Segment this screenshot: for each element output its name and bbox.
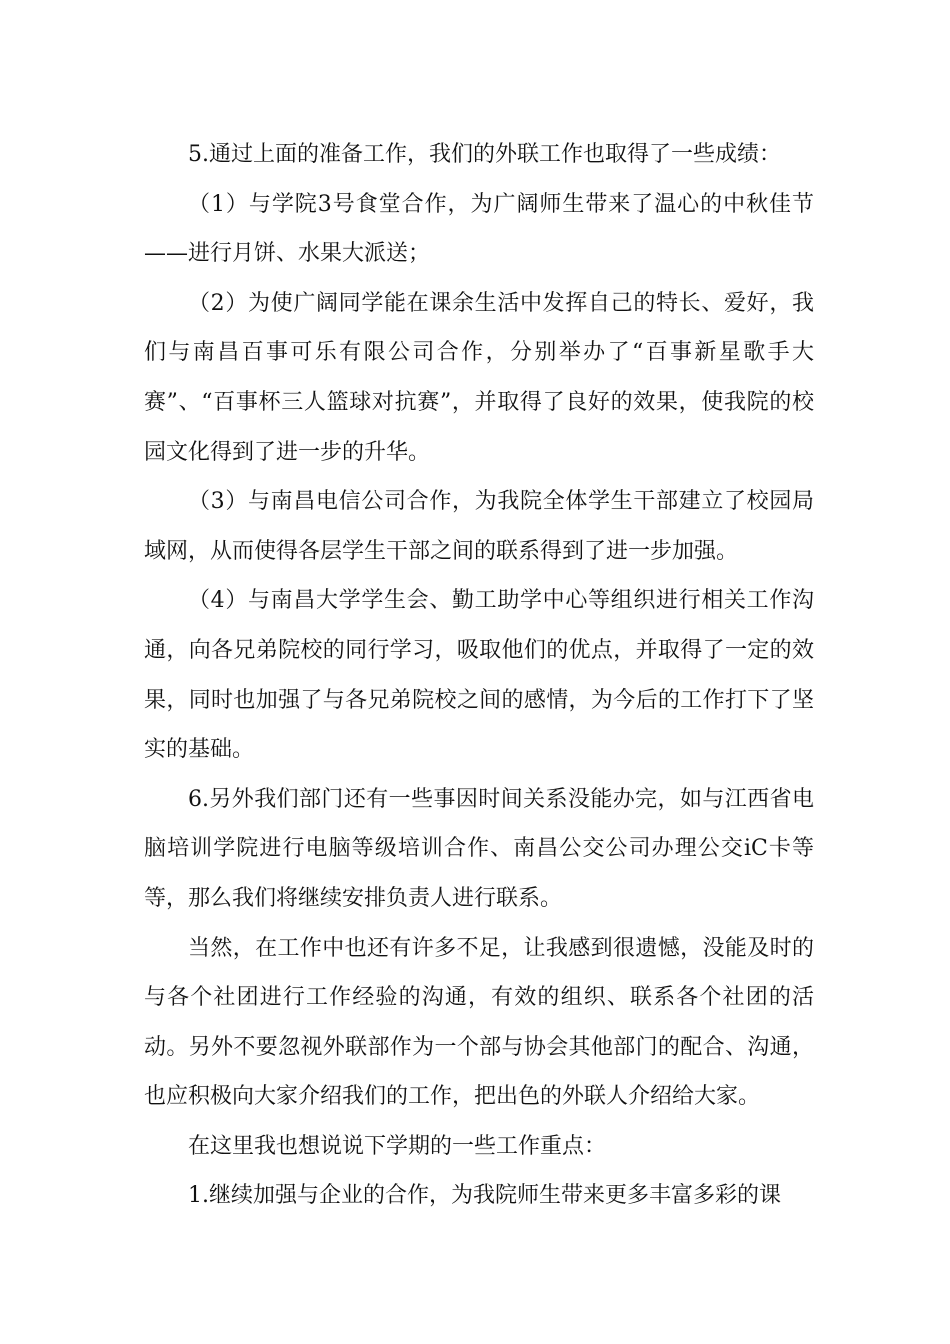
paragraph-shortcomings: 当然，在工作中也还有许多不足，让我感到很遗憾，没能及时的与各个社团进行工作经验的沟通，有效的组织、联系各个社团的活动。另外不要忽视外联部作为一个部与协会其他部门的配合、沟通，也应积极向大家介绍我们的工作，把出色的外联人介绍给大家。 <box>144 935 814 1110</box>
paragraph-next-term-intro: 在这里我也想说说下学期的一些工作重点： <box>188 1133 607 1159</box>
paragraph-item-2-pepsi: （2）为使广阔同学能在课余生活中发挥自己的特长、爱好，我们与南昌百事可乐有限公司合作，分别举办了“百事新星歌手大赛”、“百事杯三人篮球对抗赛”，并取得了良好的效果，使我院的校园文化得到了进一步的升华。 <box>144 290 814 465</box>
paragraph-next-term-item-1: 1.继续加强与企业的合作，为我院师生带来更多丰富多彩的课 <box>188 1183 781 1209</box>
paragraph-item-4-university: （4）与南昌大学学生会、勤工助学中心等组织进行相关工作沟通，向各兄弟院校的同行学习，吸取他们的优点，并取得了一定的效果，同时也加强了与各兄弟院校之间的感情，为今后的工作打下了坚实的基础。 <box>144 588 814 763</box>
paragraph-item-1-canteen: （1）与学院3号食堂合作，为广阔师生带来了温心的中秋佳节——进行月饼、水果大派送； <box>144 191 814 267</box>
paragraph-item-3-telecom: （3）与南昌电信公司合作，为我院全体学生干部建立了校园局域网，从而使得各层学生干部之间的联系得到了进一步加强。 <box>144 489 814 564</box>
paragraph-unfinished-work: 6.另外我们部门还有一些事因时间关系没能办完，如与江西省电脑培训学院进行电脑等级培训合作、南昌公交公司办理公交iC卡等等，那么我们将继续安排负责人进行联系。 <box>144 786 814 911</box>
document-body <box>144 130 814 1221</box>
paragraph-achievements-intro: 5.通过上面的准备工作，我们的外联工作也取得了一些成绩： <box>188 142 781 167</box>
